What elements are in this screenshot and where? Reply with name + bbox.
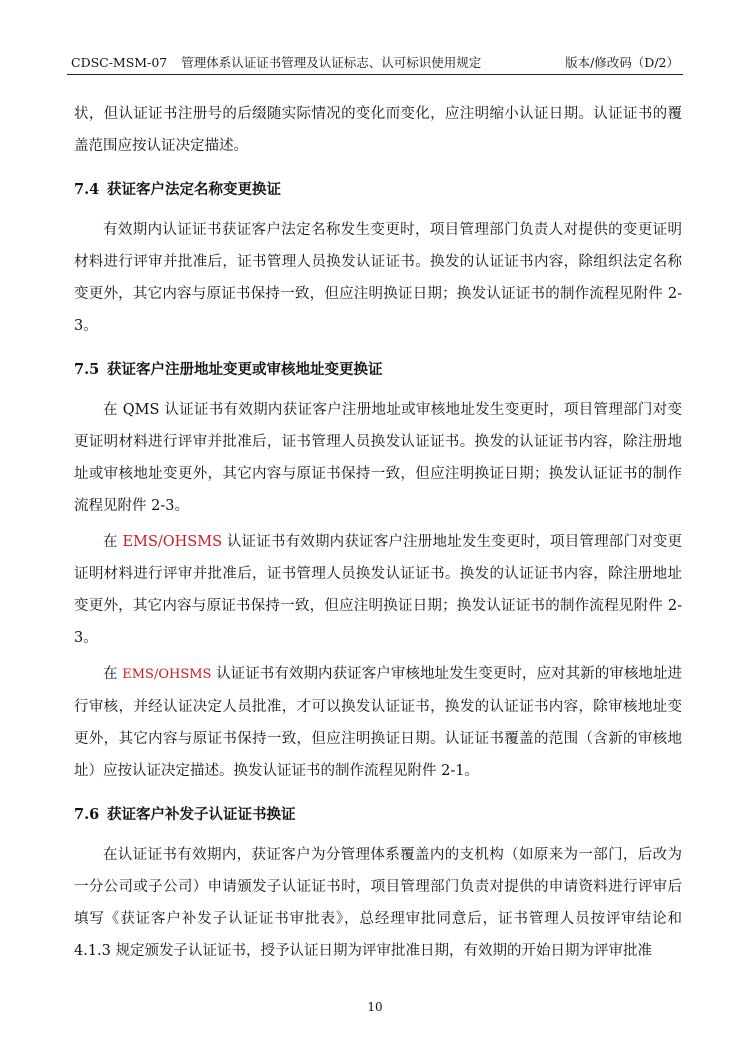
section-7-5-heading [74,342,682,394]
section-7-5-paragraph-ems-audit [74,658,682,787]
section-7-6-paragraph: 在认证证书有效期内，获证客户为分管理体系覆盖内的支机构（如原来为一部门，后改为一分公司或子公司）申请颁发子认证证书时，项目管理部门负责对提供的申请资料进行评审后填写《获证客户补发子认证证书审批表》，总经理审批同意后，证书管理人员按评审结论和 4.1.3 规定颁发子认证证书，授予认证日期为评审批准日期，有效期的开始日期为评审批准 [74,847,682,959]
section-7-5-paragraph-qms [74,394,682,522]
paragraph-prefix: 在 [103,402,118,418]
section-number: 7.5 [74,361,100,378]
document-version: 版本/修改码（D/2） [565,55,679,70]
page-header [67,52,683,75]
paragraph-prefix: 在 [103,534,118,550]
paragraph-prefix: 在 [103,666,118,682]
header-left [71,52,481,74]
document-title: 管理体系认证证书管理及认证标志、认可标识使用规定 [181,55,482,70]
continued-paragraph: 状，但认证证书注册号的后缀随实际情况的变化而变化，应注明缩小认证日期。认证证书的覆盖范围应按认证决定描述。 [74,106,682,154]
paragraph-text: 认证证书有效期内获证客户审核地址发生变更时，应对其新的审核地址进行审核，并经认证决定人员批准，才可以换发认证证书，换发的认证证书内容，除审核地址变更外，其它内容与原证书保持一致，但应注明换证日期。认证证书覆盖的范围（含新的审核地址）应按认证决定描述。换发认证证书的制作流程见附件 2-1。 [74,666,683,779]
scheme-label: EMS/OHSMS [122,667,212,682]
section-number: 7.6 [74,806,100,823]
scheme-label: QMS [122,402,160,418]
paragraph-text: 认证证书有效期内获证客户注册地址或审核地址发生变更时，项目管理部门对变更证明材料进行评审并批准后，证书管理人员换发认证证书。换发的认证证书内容，除注册地址或审核地址变更外，其它内容与原证书保持一致，但应注明换证日期；换发认证证书的制作流程见附件 2-3。 [74,402,683,514]
page-number: 10 [367,1000,383,1014]
section-number: 7.4 [74,181,100,198]
paragraph-text: 认证证书有效期内获证客户注册地址发生变更时，项目管理部门对变更证明材料进行评审并批准后，证书管理人员换发认证证书。换发的认证证书内容，除注册地址变更外，其它内容与原证书保持一致，但应注明换证日期；换发认证证书的制作流程见附件 2-3。 [74,534,683,646]
section-7-4-paragraph: 有效期内认证证书获证客户法定名称发生变更时，项目管理部门负责人对提供的变更证明材料进行评审并批准后，证书管理人员换发认证证书。换发的认证证书内容，除组织法定名称变更外，其它内容与原证书保持一致，但应注明换证日期；换发认证证书的制作流程见附件 2-3。 [74,222,682,334]
section-title: 获证客户注册地址变更或审核地址变更换证 [107,361,383,378]
section-7-5-paragraph-ems-registered [74,526,682,654]
document-code: CDSC-MSM-07 [71,55,168,70]
page-body [74,98,682,967]
section-7-4-heading [74,162,682,214]
scheme-label: EMS/OHSMS [122,534,223,550]
section-title: 获证客户法定名称变更换证 [107,181,281,198]
section-7-6-heading [74,787,682,839]
section-title: 获证客户补发子认证证书换证 [107,806,296,823]
